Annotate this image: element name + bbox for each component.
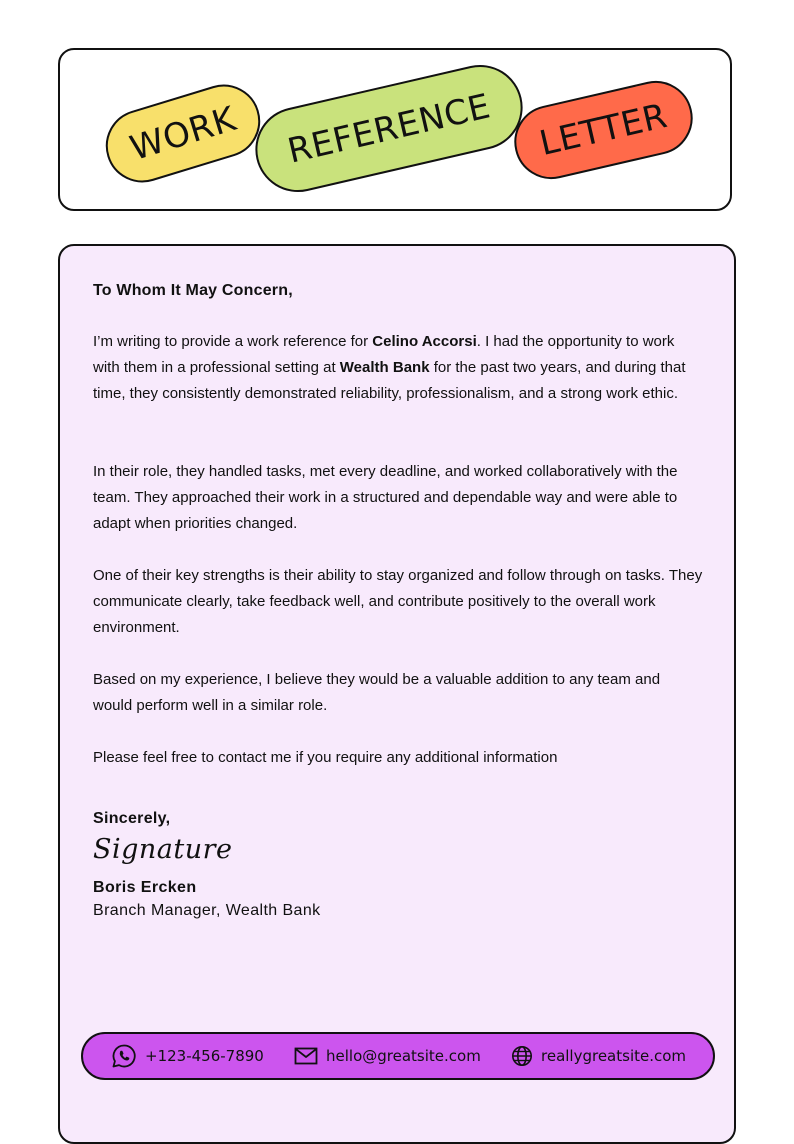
paragraph-1-text-c: for the past two years, and during that time, they consistently demonstrated reliability, professionalism, and a strong work ethic.: [93, 359, 686, 402]
website-url: reallygreatsite.com: [541, 1047, 687, 1065]
title-pill-reference: [247, 56, 531, 200]
paragraph-1-text-a: I’m writing to provide a work reference for: [93, 333, 373, 350]
contact-website[interactable]: [511, 1034, 686, 1078]
contact-phone[interactable]: [111, 1034, 264, 1078]
signer-title: Branch Manager, Wealth Bank: [93, 902, 321, 919]
signer-name: Boris Ercken: [93, 879, 197, 896]
paragraph-2: In their role, they handled tasks, met every deadline, and worked collaboratively with the team. They approached their work in a structured and dependable way and were able to adapt when priorities changed.: [93, 463, 678, 532]
contact-email[interactable]: [294, 1034, 481, 1078]
whatsapp-icon: [111, 1043, 137, 1069]
mail-icon: [294, 1047, 318, 1065]
globe-icon: [511, 1045, 533, 1067]
paragraph-1-text-b: . I had the opportunity to work with them in a professional setting at: [93, 333, 675, 376]
greeting: To Whom It May Concern,: [93, 282, 293, 299]
phone-number: +123-456-7890: [145, 1047, 264, 1065]
paragraph-4: Based on my experience, I believe they would be a valuable addition to any team and would perform well in a similar role.: [93, 671, 661, 714]
company-name: Wealth Bank: [339, 359, 430, 376]
closing: Sincerely,: [93, 810, 171, 827]
title-banner: [58, 48, 732, 211]
title-word-reference: REFERENCE: [283, 85, 495, 172]
paragraph-3: One of their key strengths is their ability to stay organized and follow through on tasks. They communicate clearly, take feedback well, and contribute positively to the overall work environment.: [93, 567, 703, 636]
email-address: hello@greatsite.com: [326, 1047, 481, 1065]
letter-body: [58, 244, 736, 1144]
candidate-name: Celino Accorsi: [372, 333, 477, 350]
title-pill-work: [97, 75, 269, 191]
title-pill-letter: [507, 74, 700, 187]
paragraph-5: Please feel free to contact me if you require any additional information: [93, 749, 558, 766]
title-word-letter: LETTER: [535, 95, 672, 165]
signature: Signature: [93, 834, 233, 865]
title-word-work: WORK: [125, 98, 241, 169]
paragraph-1: [93, 329, 703, 407]
contact-bar: [81, 1032, 715, 1080]
